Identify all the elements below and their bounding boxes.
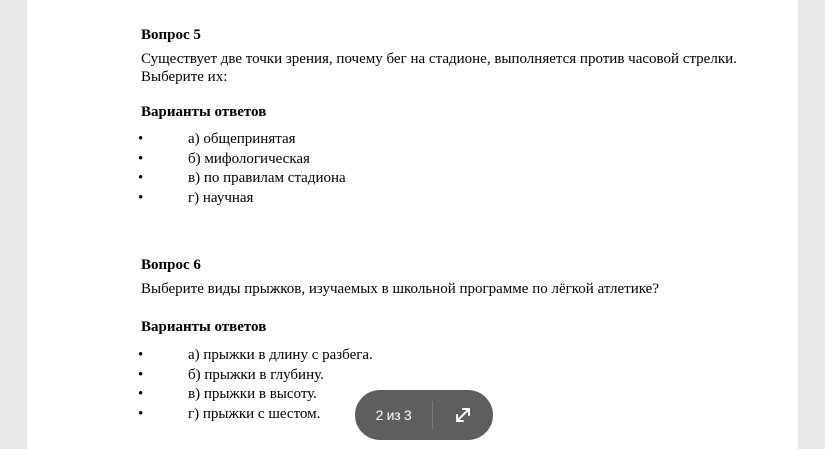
question-text: Выберите виды прыжков, изучаемых в школьной программе по лёгкой атлетике? [141, 281, 659, 297]
option-text: а) общепринятая [188, 131, 296, 147]
option-text: в) прыжки в высоту. [188, 386, 317, 402]
option-text: б) мифологическая [188, 150, 310, 167]
expand-icon [454, 406, 472, 424]
bullet-icon: • [138, 347, 144, 363]
option-item [138, 169, 761, 189]
bullet-icon: • [138, 405, 144, 422]
question-title: Вопрос 5 [141, 27, 201, 43]
page-pager [355, 390, 493, 440]
expand-button[interactable] [433, 390, 493, 440]
document-page [27, 0, 798, 449]
bullet-icon: • [138, 366, 144, 383]
bullet-icon: • [138, 189, 144, 206]
option-item [138, 189, 761, 209]
option-item [138, 150, 761, 170]
bullet-icon: • [138, 386, 144, 402]
option-text: б) прыжки в глубину. [188, 366, 324, 383]
answers-label: Варианты ответов [141, 319, 267, 335]
answers-label: Варианты ответов [141, 104, 267, 120]
bullet-icon: • [138, 170, 144, 186]
question-text: Существует две точки зрения, почему бег на стадионе, выполняется против часовой стрелки. Выберите их: [141, 51, 737, 85]
question-title: Вопрос 6 [141, 257, 201, 273]
option-text: г) прыжки с шестом. [188, 405, 321, 422]
option-text: а) прыжки в длину с разбега. [188, 347, 373, 363]
answer-options [138, 130, 761, 208]
bullet-icon: • [138, 131, 144, 147]
option-item [138, 130, 761, 150]
question-5 [138, 26, 761, 208]
option-item [138, 366, 761, 386]
option-text: г) научная [188, 189, 254, 206]
option-item [138, 346, 761, 366]
bullet-icon: • [138, 150, 144, 167]
option-text: в) по правилам стадиона [188, 170, 346, 186]
page-counter: 2 из 3 [375, 407, 412, 423]
